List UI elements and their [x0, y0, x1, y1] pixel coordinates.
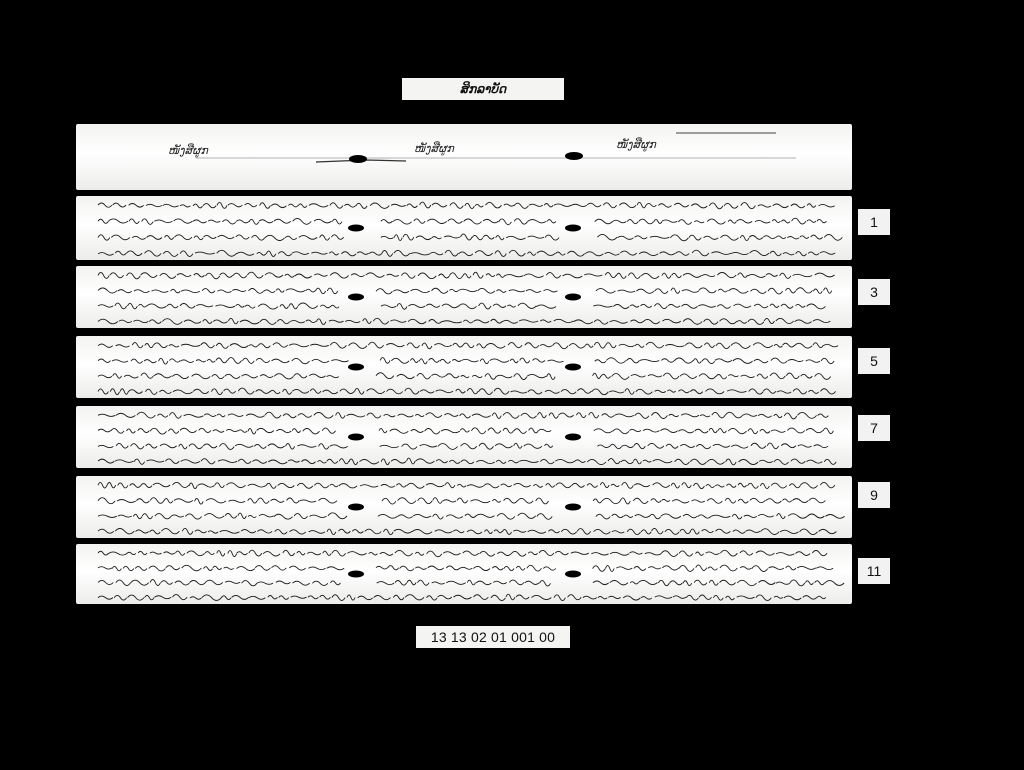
- script-line: [98, 594, 826, 600]
- script-line: [98, 482, 835, 488]
- manuscript-leaf-1: [76, 196, 852, 260]
- page-number-7: 7: [858, 415, 890, 441]
- cover-leaf-scan: [76, 124, 852, 190]
- binding-hole: [348, 571, 364, 578]
- page-number-1: 1: [858, 209, 890, 235]
- script-line: [98, 358, 834, 365]
- page-number-11: 11: [858, 558, 890, 584]
- binding-hole: [565, 294, 581, 301]
- binding-hole: [348, 504, 364, 511]
- manuscript-leaf-5: [76, 336, 852, 398]
- script-line: [98, 498, 825, 504]
- script-line: [98, 373, 831, 380]
- script-line: [98, 318, 830, 324]
- binding-hole: [565, 225, 581, 232]
- script-line: [98, 550, 827, 557]
- script-line: [98, 288, 832, 294]
- script-line: [98, 528, 836, 534]
- manuscript-leaf-9: [76, 476, 852, 538]
- manuscript-title-text: ສິກລາບັດ: [459, 82, 507, 96]
- script-line: [98, 565, 833, 572]
- catalog-number-text: 13 13 02 01 001 00: [430, 629, 556, 645]
- manuscript-title-label: [402, 78, 564, 100]
- leaf-7-script: [76, 406, 852, 468]
- binding-hole: [348, 294, 364, 301]
- script-line: [98, 218, 826, 224]
- catalog-number-label: [416, 626, 570, 648]
- script-line: [98, 272, 835, 279]
- leaf-11-script: [76, 544, 852, 604]
- page-number-3: 3: [858, 279, 890, 305]
- leaf-5-script: [76, 336, 852, 398]
- script-line: [98, 342, 838, 349]
- script-line: [98, 234, 842, 241]
- leaf-9-script: [76, 476, 852, 538]
- page-number-9: 9: [858, 482, 890, 508]
- script-line: [98, 513, 845, 519]
- manuscript-leaf-7: [76, 406, 852, 468]
- manuscript-leaf-11: [76, 544, 852, 604]
- script-line: [98, 202, 835, 209]
- script-line: [98, 458, 836, 465]
- script-line: [98, 443, 828, 449]
- binding-hole: [565, 571, 581, 578]
- cover-leaf: [76, 124, 852, 190]
- leaf-1-script: [76, 196, 852, 260]
- binding-hole: [565, 434, 581, 441]
- script-line: [98, 388, 836, 395]
- binding-hole: [348, 434, 364, 441]
- script-line: [98, 303, 825, 309]
- cover-title-3: ໜັງສືຜູກ: [616, 138, 656, 151]
- script-line: [98, 412, 828, 419]
- binding-hole: [348, 364, 364, 371]
- script-line: [98, 580, 844, 587]
- manuscript-leaf-3: [76, 266, 852, 328]
- binding-hole: [348, 225, 364, 232]
- binding-hole: [565, 364, 581, 371]
- page-number-5: 5: [858, 348, 890, 374]
- leaf-3-script: [76, 266, 852, 328]
- cover-title-2: ໜັງສືຜູກ: [414, 142, 454, 155]
- binding-hole: [565, 504, 581, 511]
- cover-title-1: ໜັງສືຜູກ: [168, 144, 208, 157]
- script-line: [98, 428, 833, 434]
- script-line: [98, 250, 835, 256]
